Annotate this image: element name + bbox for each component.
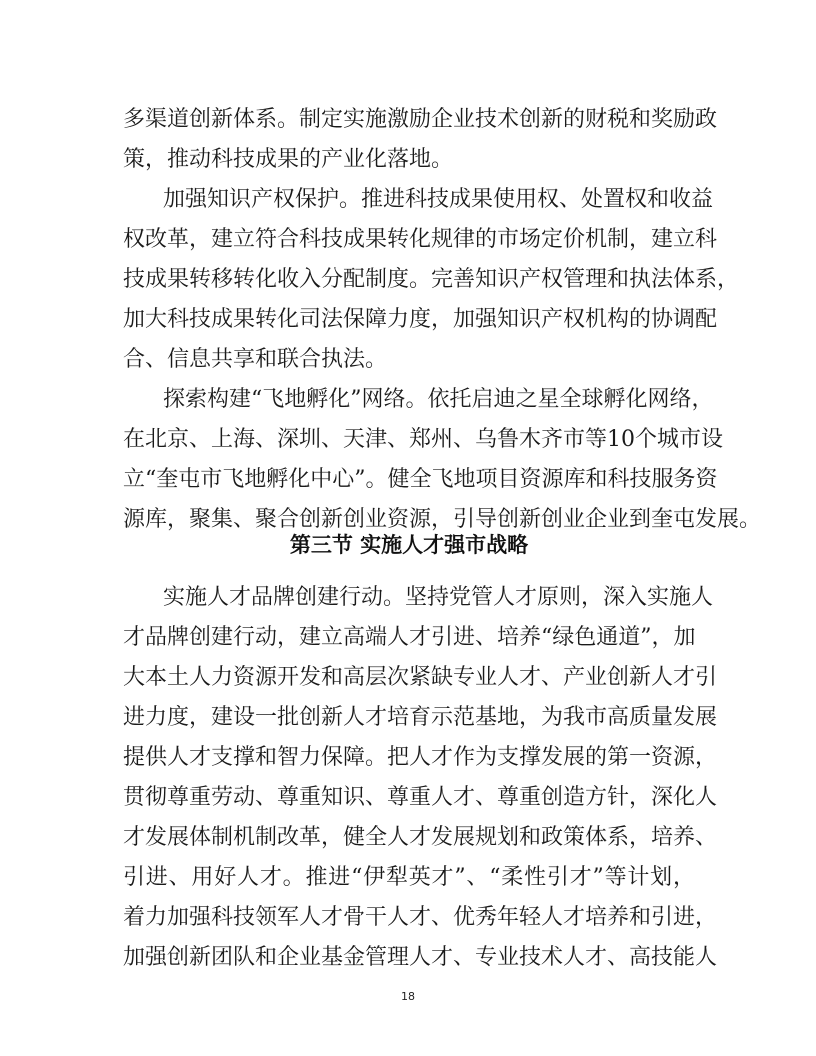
section-heading: 第三节 实施人才强市战略: [289, 533, 529, 557]
paragraph-2-line-2: 权改革，建立符合科技成果转化规律的市场定价机制，建立科: [123, 227, 718, 252]
section-paragraph-line-3: 大本土人力资源开发和高层次紧缺专业人才、产业创新人才引: [123, 665, 718, 690]
paragraph-3-line-3: 立“奎屯市飞地孵化中心”。健全飞地项目资源库和科技服务资: [123, 467, 718, 492]
paragraph-1-line-2: 策，推动科技成果的产业化落地。: [123, 147, 454, 172]
paragraph-2-line-1: 加强知识产权保护。推进科技成果使用权、处置权和收益: [163, 187, 714, 212]
page-number: 18: [401, 990, 415, 1003]
section-paragraph-line-7: 才发展体制机制改革，健全人才发展规划和政策体系，培养、: [123, 825, 718, 850]
paragraph-1-line-1: 多渠道创新体系。制定实施激励企业技术创新的财税和奖励政: [123, 107, 718, 132]
section-paragraph-line-8: 引进、用好人才。推进“伊犁英才”、“柔性引才”等计划，: [123, 865, 695, 890]
section-paragraph-line-9: 着力加强科技领军人才骨干人才、优秀年轻人才培养和引进，: [123, 905, 718, 930]
paragraph-3-line-2: 在北京、上海、深圳、天津、郑州、乌鲁木齐市等10个城市设: [123, 427, 723, 452]
paragraph-2-line-4: 加大科技成果转化司法保障力度，加强知识产权机构的协调配: [123, 307, 718, 332]
section-paragraph-line-4: 进力度，建设一批创新人才培育示范基地，为我市高质量发展: [123, 705, 718, 730]
paragraph-3-line-1: 探索构建“飞地孵化”网络。依托启迪之星全球孵化网络，: [163, 387, 714, 412]
paragraph-3-line-4: 源库，聚集、聚合创新创业资源，引导创新创业企业到奎屯发展。: [123, 507, 762, 532]
section-paragraph-line-10: 加强创新团队和企业基金管理人才、专业技术人才、高技能人: [123, 945, 718, 970]
paragraph-2-line-3: 技成果转移转化收入分配制度。完善知识产权管理和执法体系，: [123, 267, 740, 292]
section-paragraph-line-6: 贯彻尊重劳动、尊重知识、尊重人才、尊重创造方针，深化人: [123, 785, 718, 810]
paragraph-2-line-5: 合、信息共享和联合执法。: [123, 347, 388, 372]
section-paragraph-line-2: 才品牌创建行动，建立高端人才引进、培养“绿色通道”，加: [123, 625, 696, 650]
section-paragraph-line-5: 提供人才支撑和智力保障。把人才作为支撑发展的第一资源，: [123, 745, 718, 770]
section-paragraph-line-1: 实施人才品牌创建行动。坚持党管人才原则，深入实施人: [163, 585, 714, 610]
